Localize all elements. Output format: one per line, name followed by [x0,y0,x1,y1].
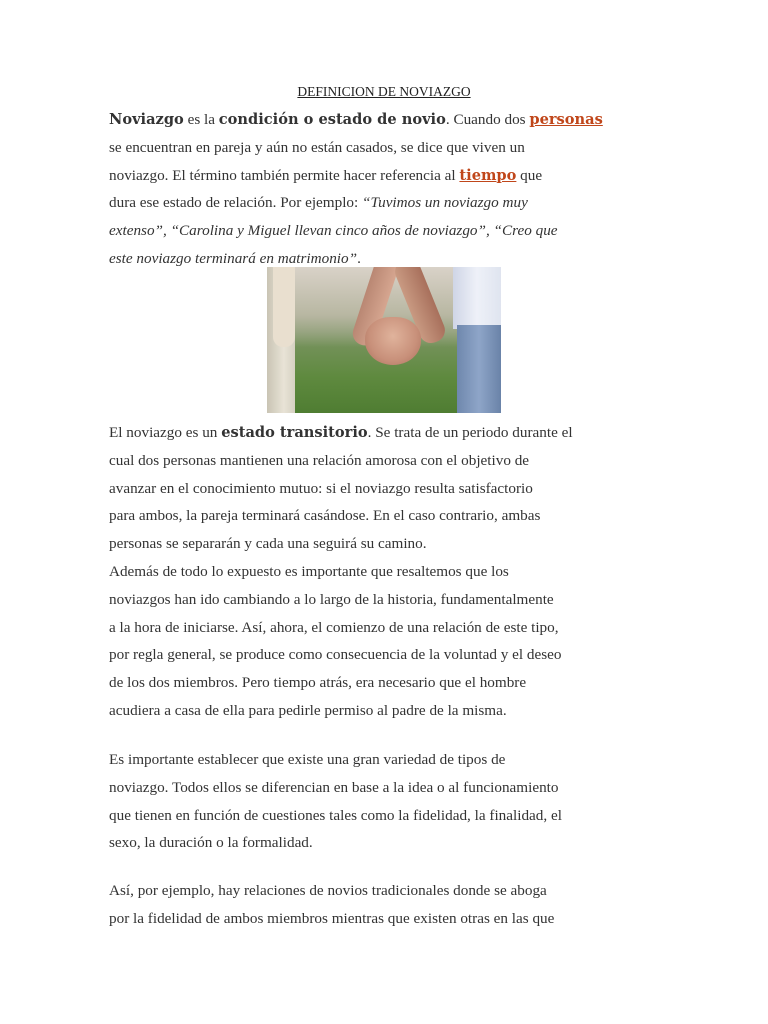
text-span: . Se trata de un periodo durante el [367,424,573,441]
text-span: . Cuando dos [445,111,530,128]
paragraph-tipos [109,746,669,857]
paragraph-line: para ambos, la pareja terminará casándose. En el caso contrario, ambas [109,507,541,525]
paragraph-line: por la fidelidad de ambos miembros mientras que existen otras en las que [109,909,555,927]
paragraph-line [109,162,669,190]
paragraph-line: cual dos personas mantienen una relación amorosa con el objetivo de [109,451,530,469]
paragraph-line: Además de todo lo expuesto es importante que resaltemos que los [109,562,509,580]
link-tiempo[interactable]: tiempo [459,166,517,184]
paragraph-line: personas se separarán y cada una seguirá su camino. [109,535,427,553]
paragraph-line: noviazgos han ido cambiando a lo largo de la historia, fundamentalmente [109,590,554,608]
photo-joined-hands [365,317,421,365]
photo-right-jeans [457,325,501,413]
document-title: DEFINICION DE NOVIAZGO [297,84,471,99]
paragraph-line: sexo, la duración o la formalidad. [109,834,313,852]
paragraph-line: se encuentran en pareja y aún no están casados, se dice que viven un [109,138,525,156]
term-noviazgo: Noviazgo [109,111,184,128]
photo-left-arm [273,267,295,347]
example-quote: “Tuvimos un noviazgo muy [362,194,528,212]
paragraph-line: Así, por ejemplo, hay relaciones de novios tradicionales donde se aboga [109,882,547,899]
paragraph-line: Es importante establecer que existe una gran variedad de tipos de [109,751,506,768]
holding-hands-photo [267,267,501,413]
example-quote-line: extenso”, “Carolina y Miguel llevan cinco años de noviazgo”, “Creo que [109,222,558,240]
paragraph-line: de los dos miembros. Pero tiempo atrás, era necesario que el hombre [109,674,527,692]
text-span: El noviazgo es un [109,424,222,441]
paragraph-transitorio [109,419,669,725]
paragraph-line: avanzar en el conocimiento mutuo: si el noviazgo resulta satisfactorio [109,479,533,497]
paragraph-line [109,419,669,447]
paragraph-line: por regla general, se produce como consecuencia de la voluntad y el deseo [109,646,562,664]
text-span: dura ese estado de relación. Por ejemplo: [109,194,363,212]
link-personas[interactable]: personas [529,111,603,128]
text-span: es la [183,111,219,128]
paragraph-definition [109,106,669,273]
term-estado-transitorio: estado transitorio [221,424,368,441]
paragraph-line: que tienen en función de cuestiones tales como la fidelidad, la finalidad, el [109,806,562,824]
photo-right-shirt [453,267,501,329]
paragraph-line: acudiera a casa de ella para pedirle permiso al padre de la misma. [109,701,507,719]
paragraph-ejemplo [109,877,669,933]
paragraph-line [109,106,669,134]
term-condicion: condición o estado de novio [218,111,446,128]
paragraph-line: a la hora de iniciarse. Así, ahora, el comienzo de una relación de este tipo, [109,618,559,636]
text-span: que [516,166,543,184]
paragraph-line: noviazgo. Todos ellos se diferencian en base a la idea o al funcionamiento [109,778,559,796]
paragraph-line [109,189,669,217]
example-quote: este noviazgo terminará en matrimonio” [109,249,358,267]
text-span: noviazgo. El término también permite hacer referencia al [109,166,460,184]
text-span: . [357,249,361,267]
